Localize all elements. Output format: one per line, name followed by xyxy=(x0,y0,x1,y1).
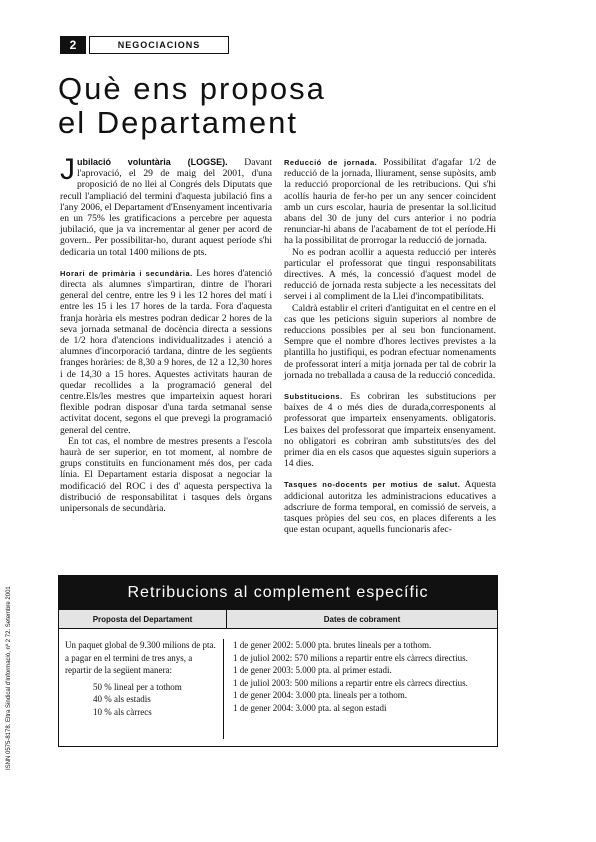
paragraph-tasques xyxy=(284,479,496,535)
list-item: 40 % als estadis xyxy=(93,694,151,704)
list-item: 1 de gener 2003: 5.000 pta. al primer estadi. xyxy=(233,665,392,675)
lead-substitucions: Substitucions. xyxy=(284,392,343,402)
list-item: 1 de juliol 2002: 570 milions a repartir entre els càrrecs directius. xyxy=(233,652,468,663)
lead-horari: Horari de primària i secundària. xyxy=(60,268,193,278)
table-cell-proposta xyxy=(59,639,224,739)
lead-jubilacio: ubilació voluntària (LOGSE). xyxy=(77,157,228,167)
list-item: 1 de gener 2004: 3.000 pta. lineals per a tothom. xyxy=(233,690,407,700)
proposta-text: Un paquet global de 9.300 milions de pta. a pagar en el termini de tres anys, a repartir de la següent manera: xyxy=(65,640,216,675)
text-interes: No es podran acollir a aquesta reducció per interès particular el professorat que tingui responsabilitats directives. A més, la concessió d'aquest model de reducció de jornada resta subjecte a les necessitats del servei i al compliment de la Llei d'incompatibilitats. xyxy=(284,246,496,303)
table-header-proposta: Proposta del Departament xyxy=(59,610,227,628)
table-title: Retribucions al complement específic xyxy=(59,576,497,610)
paragraph-reduccio xyxy=(284,157,496,247)
retribucions-table xyxy=(58,575,498,747)
paragraph-mestres xyxy=(60,436,272,514)
article-title xyxy=(58,72,326,140)
list-item: 1 de gener 2004: 3.000 pta. al segon estadi xyxy=(233,702,387,713)
table-body xyxy=(59,629,497,739)
paragraph-jubilacio xyxy=(60,153,273,258)
list-item: 1 de gener 2002: 5.000 pta. brutes lineals per a tothom. xyxy=(233,640,432,650)
article-title-line1: Què ens proposa xyxy=(58,71,326,106)
publication-info: ISNN 0575-8178. Eltra Sindical d'Informació, nº 2 72. Setembre 2001 xyxy=(6,586,12,770)
text-tasques: Aquesta addicional autoritza les administracions educatives a adscriure de forma temporal, en comissió de serveis, a tasques pròpies del seu cos, en places diferents a les que estan ocupant, aquells funcionaris afec- xyxy=(284,479,496,536)
left-column xyxy=(60,153,273,524)
lead-reduccio: Reducció de jornada. xyxy=(284,158,378,167)
list-item: 10 % als càrrecs xyxy=(93,706,152,717)
text-substitucions: Es cobriran les substitucions per baixes de 4 o més dies de durada,corresponents al professorat que imparteix ensenyaments. obligatoris. Les baixes del professorat que imparteix ensenyament. no obligatori es cobriran amb substituts/es des del primer dia en els casos que aquestes siguin superiors a 14 dies. xyxy=(284,391,496,470)
text-horari: Les hores d'atenció directa als alumnes s'impartiran, dintre de l'horari general del centre, entre les 9 i les 12 hores del matí i entre les 15 i les 17 hores de la tarda. Fora d'aquesta franja horària els mestres podran dedicar 2 hores de la seva jornada setmanal de docència directa a sessions de 1/2 hora d'atencions individualitzades i atenció a alumnes d'incorporació tardana, dintre de les següents franges horàries: de 8,30 a 9 hores, de 12 a 12,30 hores i de 14,30 a 15 hores. Aquestes activitats hauran de quedar recollides a la programació general del centre.Els/les mestres que imparteixin aquest horari flexible podran disposar d'una tarda setmanal sense activitat docent, segons el que prevegi la programació general del centre. xyxy=(60,267,273,436)
page-number: 2 xyxy=(60,36,86,54)
paragraph-substitucions xyxy=(284,391,496,469)
table-cell-dates xyxy=(224,639,497,739)
dropcap: J xyxy=(60,153,75,186)
text-mestres: En tot cas, el nombre de mestres presents a l'escola haurà de ser superior, en tot moment, al nombre de grups constituïts en funcionament més dos, per cada línia. El Departament estaria disposat a negociar la modificació del ROC i des d' aquesta perspectiva la distribució de responsabilitat i tasques dels òrgans unipersonals de secundària. xyxy=(60,435,272,515)
proposta-list xyxy=(65,681,217,719)
dates-list xyxy=(233,639,491,714)
paragraph-horari xyxy=(60,268,272,436)
table-header-dates: Dates de cobrament xyxy=(323,614,401,624)
table-header-row xyxy=(59,610,497,629)
paragraph-interes xyxy=(284,247,496,303)
page-header xyxy=(60,36,229,54)
text-antiguitat: Caldrà establir el criteri d'antiguitat en el centre en el cas que les peticions siguin superiors al nombre de reduccions possibles per al seu bon funcionament. Sempre que el nombre d'hores lectives previstes a la plantilla ho justifiqui, es podran efectuar nomenaments de professorat interí a mitja jornada per tal de cobrir la jornada no treballada a causa de la reducció concedida. xyxy=(284,302,496,381)
text-jubilacio: Davant l'aprovació, el 29 de maig del 2001, d'una proposició de no llei al Congrés dels Diputats que recull l'ampliació del termini d'aquesta jubilació fins a l'any 2006, el Departament d'Ensenyament incentivaria en un 75% les gratificacions a percebre per aquesta jubilació, que ja va incrementar al gener per acord de govern.. Per possibilitar-ho, durant aquest període s'hi dedicaria un total 1400 milions de pts. xyxy=(60,157,273,258)
article-title-line2: el Departament xyxy=(58,105,298,140)
list-item: 50 % lineal per a tothom xyxy=(93,681,182,692)
paragraph-antiguitat xyxy=(284,303,496,381)
lead-tasques: Tasques no-docents per motius de salut. xyxy=(284,480,461,490)
section-label: NEGOCIACIONS xyxy=(89,36,229,54)
list-item: 1 de juliol 2003: 500 milions a repartir entre els càrrecs directius. xyxy=(233,677,468,688)
right-column xyxy=(284,157,496,536)
text-reduccio: Possibilitat d'agafar 1/2 de reducció de la jornada, lliurament, sense supòsits, amb la reducció proporcional de les retribucions. Qui s'hi acollís hauria de fer-ho per un any sencer coincident amb un curs escolar, hauria de presentar la sol.licitud abans del 30 de juny del curs anterior i no podria renunciar-hi abans de l'acabament de tot el període.Hi ha la possibilitat de prorrogar la reducció de jornada. xyxy=(284,157,496,247)
